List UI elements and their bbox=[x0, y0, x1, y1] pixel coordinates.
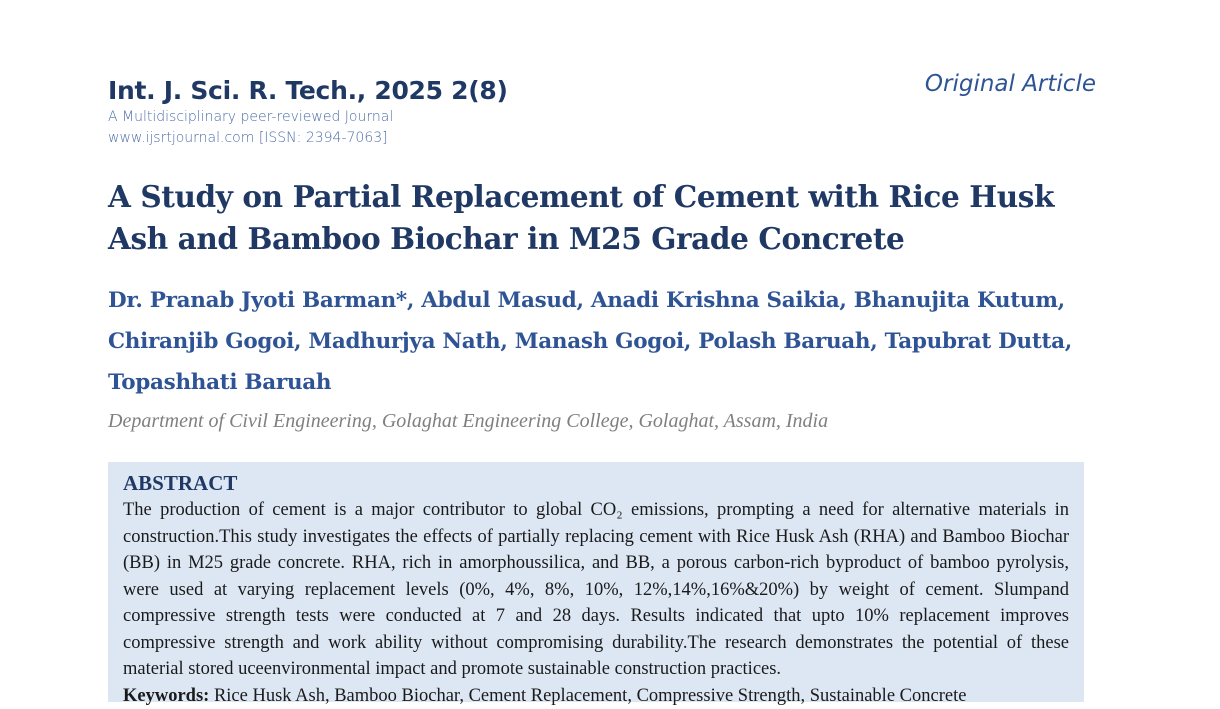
journal-website: www.ijsrtjournal.com [ISSN: 2394-7063] bbox=[108, 128, 508, 149]
keywords-line bbox=[123, 683, 1069, 709]
abstract-heading: ABSTRACT bbox=[123, 470, 1069, 497]
abstract-text: The production of cement is a major contributor to global CO₂ emissions, prompting a need for alternative materials in construction.This study investigates the effects of partially replacing cement with Rice Husk Ash (RHA) and Bamboo Biochar (BB) in M25 grade concrete. RHA, rich in amorphoussilica, and BB, a porous carbon-rich byproduct of bamboo pyrolysis, were used at varying replacement levels (0%, 4%, 8%, 10%, 12%,14%,16%&20%) by weight of cement. Slumpand compressive strength tests were conducted at 7 and 28 days. Results indicated that upto 10% replacement improves compressive strength and work ability without compromising durability.The research demonstrates the potential of these material stored uceenvironmental impact and promote sustainable construction practices. bbox=[123, 497, 1069, 683]
journal-tagline: A Multidisciplinary peer-reviewed Journal bbox=[108, 107, 508, 128]
affiliation: Department of Civil Engineering, Golaghat Engineering College, Golaghat, Assam, India bbox=[108, 410, 828, 433]
abstract-section bbox=[108, 462, 1084, 702]
journal-header bbox=[108, 75, 508, 149]
journal-title: Int. J. Sci. R. Tech., 2025 2(8) bbox=[108, 75, 508, 107]
keywords-text: Rice Husk Ash, Bamboo Biochar, Cement Replacement, Compressive Strength, Sustainable Concrete bbox=[214, 686, 966, 706]
paper-title: A Study on Partial Replacement of Cement with Rice Husk Ash and Bamboo Biochar in M25 Grade Concrete bbox=[108, 176, 1108, 260]
article-type-label: Original Article bbox=[925, 71, 1096, 97]
author-list: Dr. Pranab Jyoti Barman*, Abdul Masud, Anadi Krishna Saikia, Bhanujita Kutum, Chiranjib Gogoi, Madhurjya Nath, Manash Gogoi, Polash Baruah, Tapubrat Dutta, Topashhati Baruah bbox=[108, 280, 1108, 403]
keywords-label: Keywords: bbox=[123, 686, 209, 706]
